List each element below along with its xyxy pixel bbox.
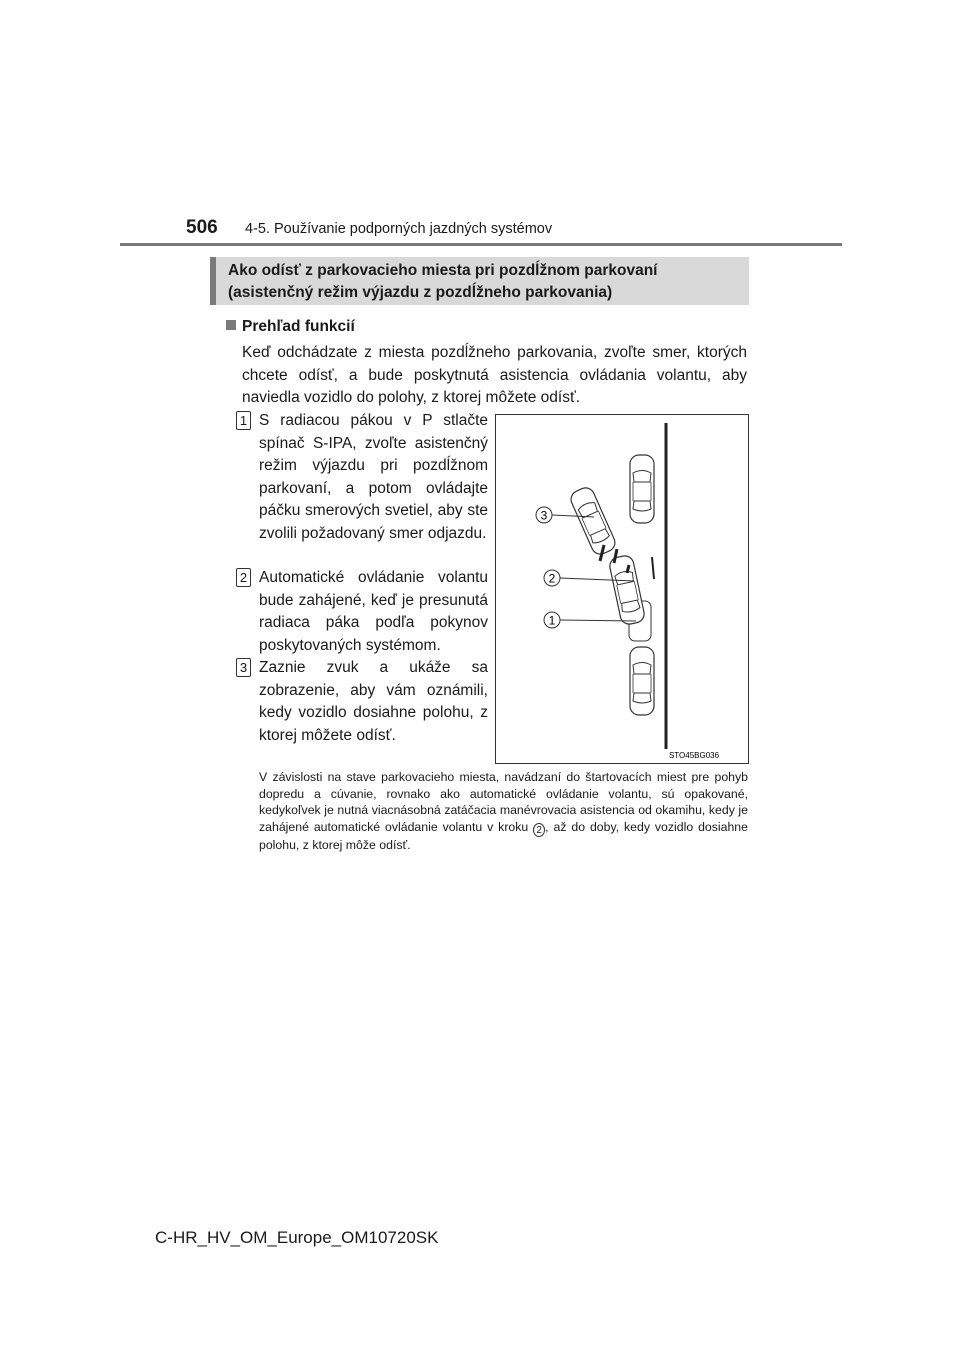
- svg-text:2: 2: [548, 571, 556, 586]
- step-text: Automatické ovládanie volantu bude zahájené, keď je presunutá radiaca páka podľa pokynov poskytovaných systémom.: [259, 569, 488, 654]
- intro-paragraph: Keď odchádzate z miesta pozdĺžneho parkovania, zvoľte smer, ktorých chcete odísť, a bude poskytnutá asistencia ovládania volantu, aby naviedla vozidlo do polohy, z ktorej môžete odísť.: [242, 344, 747, 406]
- step-number-badge: 1: [236, 411, 251, 430]
- figure-code: STO45BG036: [668, 751, 720, 760]
- svg-text:1: 1: [548, 613, 556, 628]
- subsection-heading-text: Prehľad funkcií: [242, 318, 355, 335]
- parking-exit-figure: [495, 414, 749, 764]
- section-title-line-2: (asistenčný režim výjazdu z pozdĺžneho parkovania): [228, 284, 613, 301]
- document-code: C-HR_HV_OM_Europe_OM10720SK: [155, 1228, 439, 1247]
- svg-text:3: 3: [540, 508, 548, 523]
- note-text-after: , až do doby, kedy vozidlo dosiahne polohu, z ktorej môže odísť.: [259, 819, 748, 852]
- parking-diagram: [496, 415, 748, 763]
- page-number: 506: [186, 217, 218, 238]
- subsection-heading: [226, 318, 355, 336]
- square-bullet-icon: [226, 320, 236, 330]
- section-title-line-1: Ako odísť z parkovacieho miesta pri pozdĺžnom parkovaní: [228, 262, 658, 279]
- note-paragraph: [259, 769, 748, 853]
- step-text: Zaznie zvuk a ukáže sa zobrazenie, aby vám oznámili, kedy vozidlo dosiahne polohu, z ktorej môžete odísť.: [259, 659, 488, 744]
- parked-car-rear: [630, 647, 654, 715]
- step-text: S radiacou pákou v P stlačte spínač S-IPA, zvoľte asistenčný režim výjazdu pri pozdĺžnom parkovaní, a potom ovládajte páčku smerových svetiel, aby ste zvolili požadovaný smer odjazdu.: [259, 412, 488, 542]
- chapter-title: 4-5. Používanie podporných jazdných systémov: [245, 221, 553, 237]
- step-reference-badge: 2: [533, 823, 545, 837]
- step-number-badge: 2: [236, 568, 251, 587]
- header-divider: [120, 243, 842, 246]
- section-title-box: [210, 257, 749, 305]
- step-number-badge: 3: [236, 658, 251, 677]
- note-text-before: V závislosti na stave parkovacieho miesta, navádzaní do štartovacích miest pre pohyb dopredu a cúvanie, rovnako ako automatické ovládanie volantu, sú opakované, kedykoľvek je nutná viacnásobná zatáčacia manévrovacia asistencia od okamihu, kedy je zahájené automatické ovládanie volantu v kroku: [259, 770, 748, 834]
- parked-car-front: [630, 455, 654, 523]
